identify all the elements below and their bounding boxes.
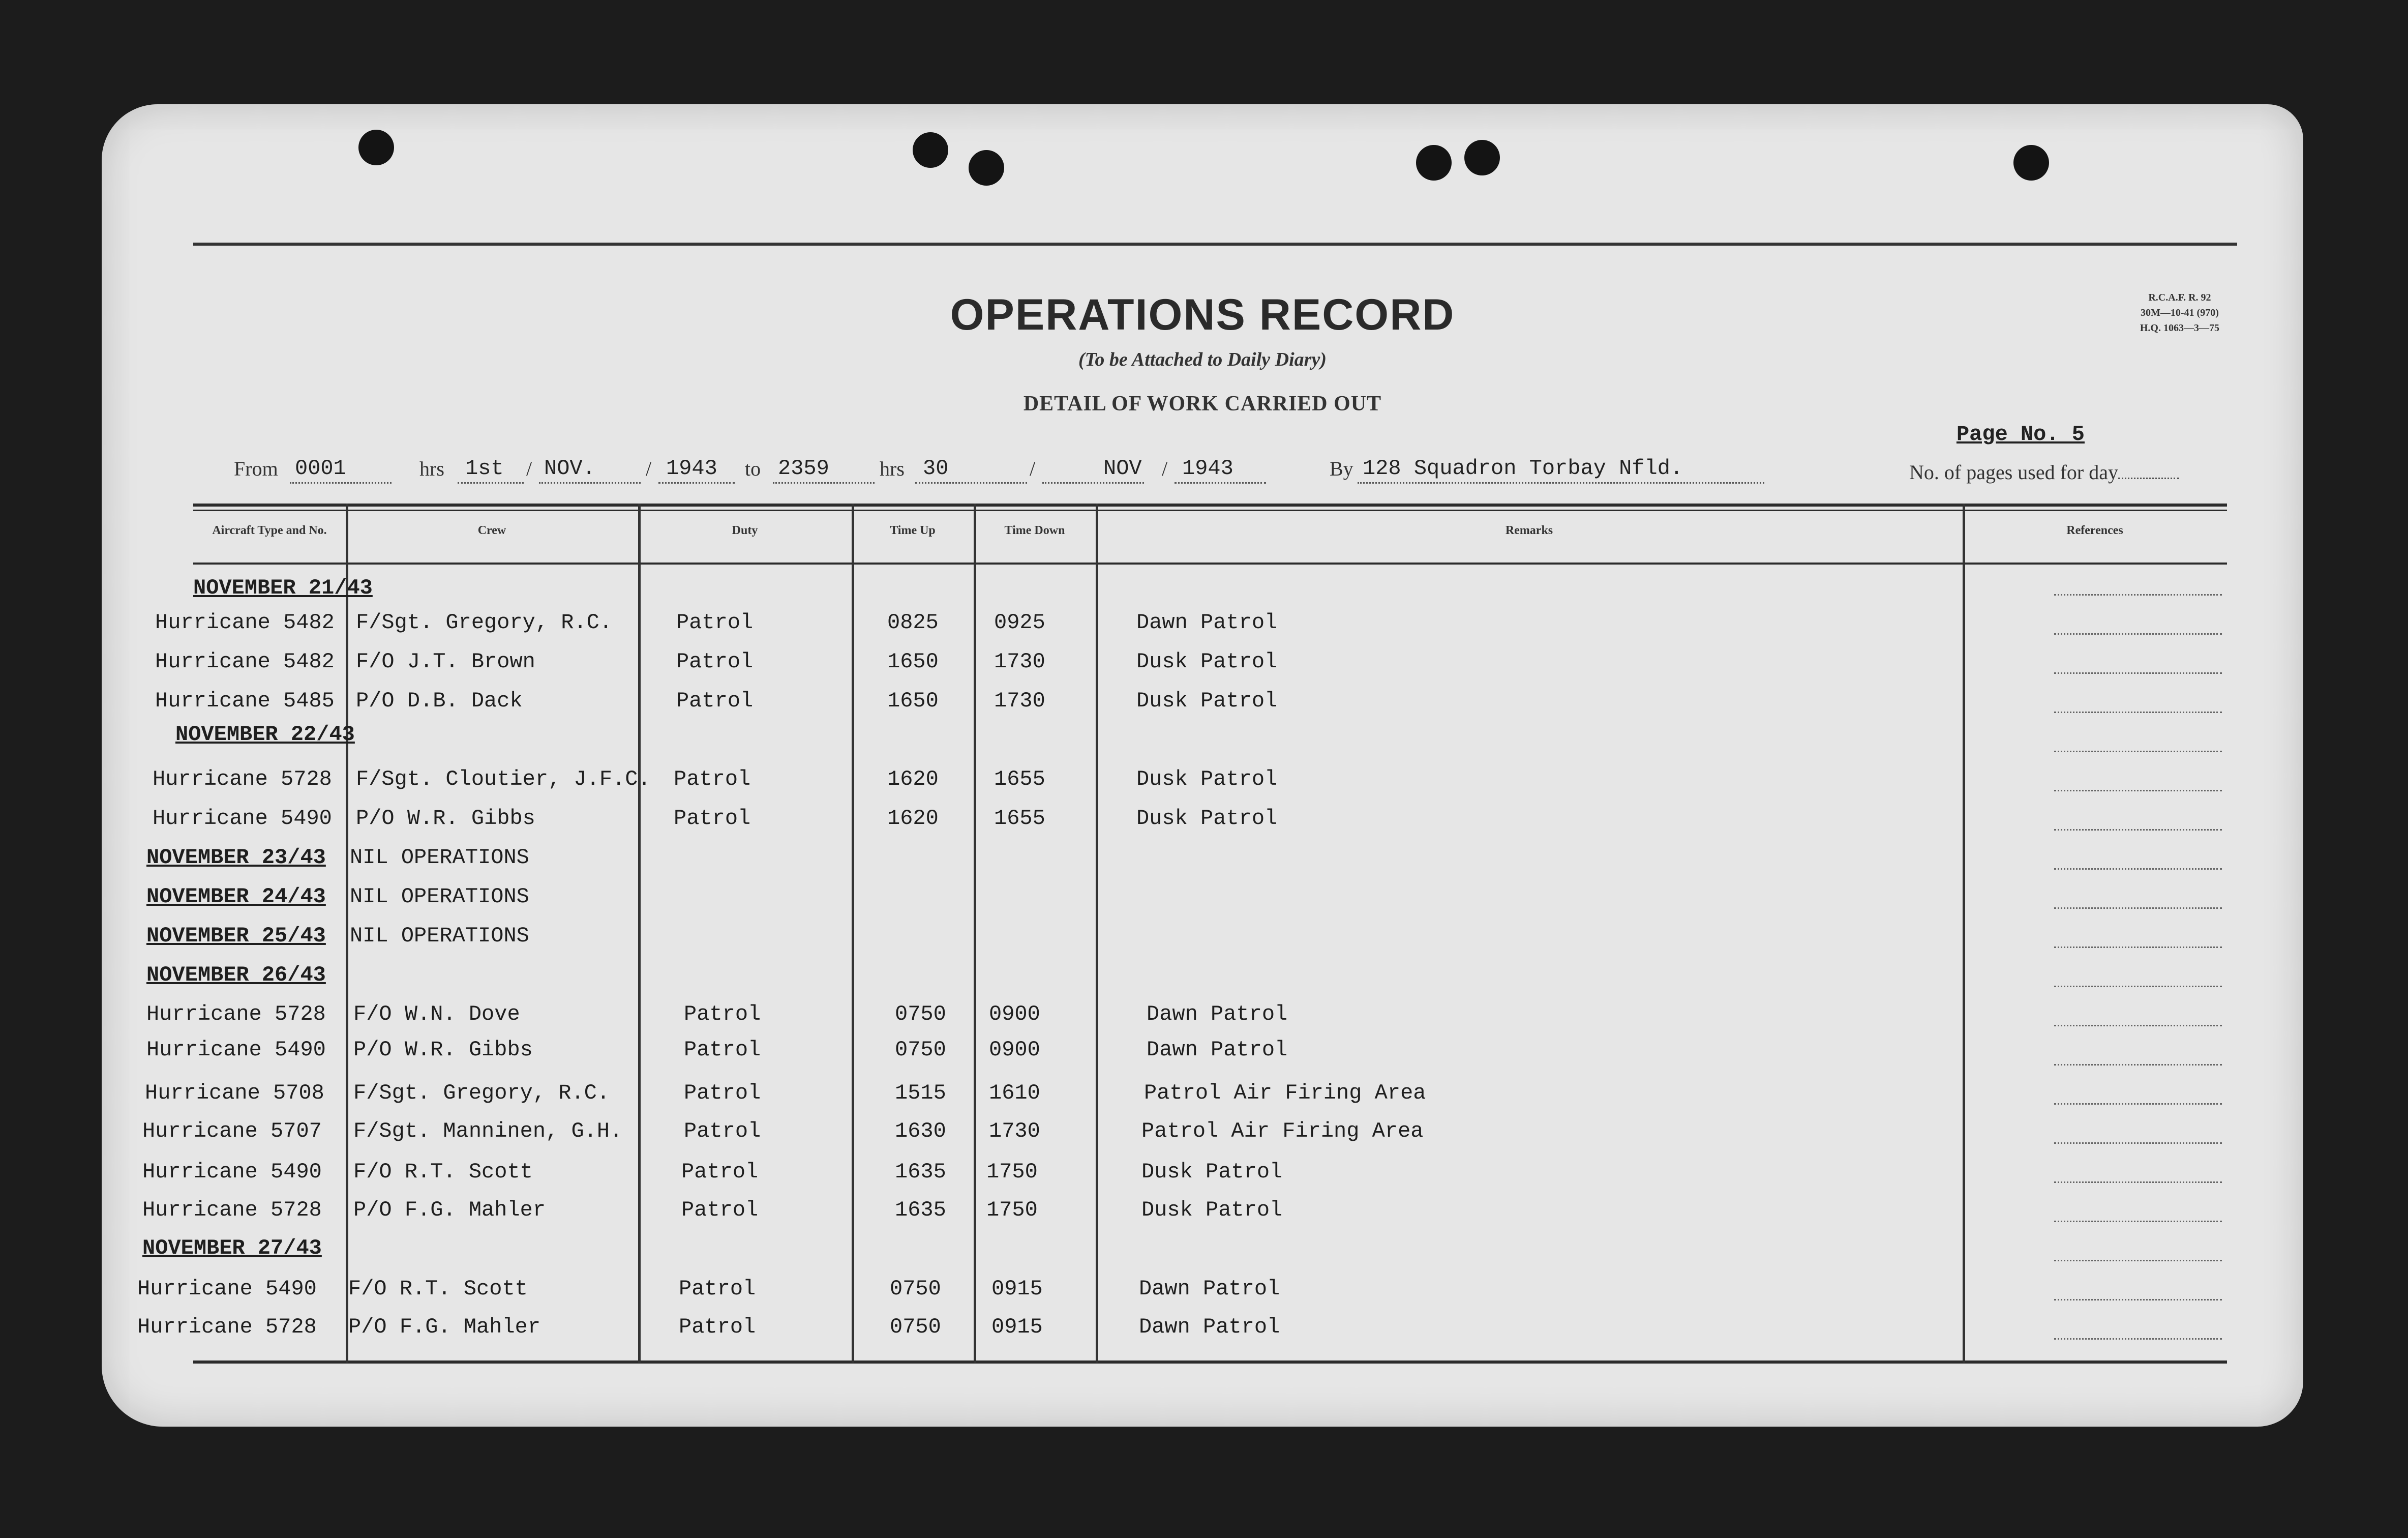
- time-down-cell: 1730: [994, 649, 1045, 674]
- nil-operations-label: NIL OPERATIONS: [350, 924, 529, 948]
- aircraft-cell: Hurricane 5490: [146, 1038, 326, 1062]
- by-unit: 128 Squadron Torbay Nfld.: [1363, 456, 1683, 481]
- crew-cell: F/O W.N. Dove: [353, 1002, 520, 1026]
- time-up-cell: 1635: [895, 1160, 946, 1184]
- time-up-cell: 1650: [887, 689, 939, 713]
- duty-cell: Patrol: [679, 1315, 756, 1339]
- day-date: NOVEMBER 24/43: [146, 884, 326, 909]
- time-up-cell: 1620: [887, 767, 939, 791]
- time-up-cell: 0750: [895, 1038, 946, 1062]
- aircraft-cell: Hurricane 5490: [142, 1160, 322, 1184]
- from-day: 1st: [465, 456, 504, 481]
- remarks-cell: Patrol Air Firing Area: [1144, 1081, 1426, 1105]
- remarks-cell: Dusk Patrol: [1141, 1160, 1283, 1184]
- crew-cell: F/Sgt. Gregory, R.C.: [356, 610, 613, 635]
- form-code-line: H.Q. 1063—3—75: [2140, 322, 2219, 334]
- operations-record-card: [102, 104, 2303, 1427]
- table-bottom-rule: [193, 1360, 2227, 1364]
- crew-cell: F/O R.T. Scott: [348, 1277, 528, 1301]
- from-label: From: [234, 457, 278, 480]
- time-down-cell: 1730: [989, 1119, 1040, 1143]
- punch-hole: [1416, 145, 1452, 181]
- form-title: OPERATIONS RECORD: [950, 290, 1455, 339]
- aircraft-cell: Hurricane 5490: [153, 806, 332, 831]
- pages-used-field: [1909, 460, 2179, 484]
- remarks-cell: Dawn Patrol: [1147, 1002, 1288, 1026]
- nil-operations-label: NIL OPERATIONS: [350, 845, 529, 870]
- to-year: 1943: [1182, 456, 1233, 481]
- aircraft-cell: Hurricane 5728: [142, 1198, 322, 1222]
- aircraft-cell: Hurricane 5482: [155, 610, 335, 635]
- crew-cell: P/O W.R. Gibbs: [356, 806, 535, 831]
- aircraft-cell: Hurricane 5485: [155, 689, 335, 713]
- pages-used-label: No. of pages used for day: [1909, 461, 2118, 484]
- time-up-cell: 1515: [895, 1081, 946, 1105]
- duty-cell: Patrol: [681, 1160, 759, 1184]
- time-up-cell: 0750: [895, 1002, 946, 1026]
- table-top-rule: [193, 504, 2227, 507]
- time-down-cell: 0915: [991, 1277, 1043, 1301]
- aircraft-cell: Hurricane 5490: [137, 1277, 317, 1301]
- by-label: By: [1330, 457, 1353, 480]
- duty-cell: Patrol: [681, 1198, 759, 1222]
- time-down-cell: 0915: [991, 1315, 1043, 1339]
- remarks-cell: Dusk Patrol: [1136, 806, 1278, 831]
- time-up-cell: 1650: [887, 649, 939, 674]
- time-up-cell: 0825: [887, 610, 939, 635]
- punch-hole: [1464, 140, 1500, 175]
- remarks-cell: Dawn Patrol: [1139, 1277, 1280, 1301]
- col-aircraft-header: Aircraft Type and No.: [212, 524, 327, 537]
- day-header: [146, 884, 604, 909]
- header-rule: [193, 563, 2227, 565]
- col-references-header: References: [2066, 524, 2123, 537]
- crew-cell: F/Sgt. Manninen, G.H.: [353, 1119, 623, 1143]
- aircraft-cell: Hurricane 5708: [145, 1081, 324, 1105]
- from-time: 0001: [295, 456, 346, 481]
- time-down-cell: 0900: [989, 1002, 1040, 1026]
- to-label: to: [745, 457, 761, 480]
- duty-cell: Patrol: [684, 1081, 761, 1105]
- day-date: NOVEMBER 22/43: [175, 722, 355, 747]
- time-down-cell: 1750: [986, 1198, 1038, 1222]
- duty-cell: Patrol: [679, 1277, 756, 1301]
- remarks-cell: Dusk Patrol: [1136, 689, 1278, 713]
- remarks-cell: Dusk Patrol: [1136, 767, 1278, 791]
- duty-cell: Patrol: [676, 689, 754, 713]
- crew-cell: P/O F.G. Mahler: [353, 1198, 546, 1222]
- time-down-cell: 1750: [986, 1160, 1038, 1184]
- to-month: NOV: [1103, 456, 1142, 481]
- col-remarks-header: Remarks: [1505, 524, 1553, 537]
- remarks-cell: Dawn Patrol: [1147, 1038, 1288, 1062]
- col-time-down-header: Time Down: [1004, 524, 1065, 537]
- page-number: Page No. 5: [1956, 422, 2085, 447]
- from-year: 1943: [666, 456, 717, 481]
- punch-hole: [969, 150, 1004, 186]
- time-up-cell: 1620: [887, 806, 939, 831]
- aircraft-cell: Hurricane 5707: [142, 1119, 322, 1143]
- day-date: NOVEMBER 21/43: [193, 576, 373, 600]
- time-up-cell: 0750: [890, 1277, 941, 1301]
- duty-cell: Patrol: [676, 649, 754, 674]
- crew-cell: F/Sgt. Cloutier, J.F.C.: [356, 767, 651, 791]
- day-header: [146, 924, 604, 948]
- aircraft-cell: Hurricane 5482: [155, 649, 335, 674]
- crew-cell: F/Sgt. Gregory, R.C.: [353, 1081, 610, 1105]
- day-header: [146, 845, 604, 870]
- day-date: NOVEMBER 26/43: [146, 963, 326, 987]
- col-crew-header: Crew: [477, 524, 506, 537]
- period-line: From 0001 hrs 1st / NOV. / 1943 to 2359 hrs 30 / NOV / 1943 By 128 Squadron Torbay Nfld.: [234, 440, 1810, 481]
- duty-cell: Patrol: [684, 1038, 761, 1062]
- day-header: [146, 963, 326, 987]
- time-down-cell: 1730: [994, 689, 1045, 713]
- form-code-line: R.C.A.F. R. 92: [2148, 292, 2211, 303]
- hrs-label: hrs: [419, 457, 444, 480]
- punch-hole: [913, 132, 948, 168]
- remarks-cell: Dawn Patrol: [1136, 610, 1278, 635]
- time-down-cell: 1610: [989, 1081, 1040, 1105]
- operations-table: [137, 504, 2227, 1363]
- col-duty-header: Duty: [732, 524, 758, 537]
- day-date: NOVEMBER 25/43: [146, 924, 326, 948]
- remarks-cell: Patrol Air Firing Area: [1141, 1119, 1424, 1143]
- time-down-cell: 1655: [994, 806, 1045, 831]
- to-day: 30: [923, 456, 949, 481]
- form-subtitle: (To be Attached to Daily Diary): [1078, 349, 1327, 370]
- day-header: [193, 576, 373, 600]
- time-down-cell: 1655: [994, 767, 1045, 791]
- crew-cell: F/O J.T. Brown: [356, 649, 535, 674]
- day-header: [142, 1236, 322, 1260]
- duty-cell: Patrol: [684, 1119, 761, 1143]
- crew-cell: F/O R.T. Scott: [353, 1160, 533, 1184]
- duty-cell: Patrol: [676, 610, 754, 635]
- aircraft-cell: Hurricane 5728: [153, 767, 332, 791]
- day-header: [175, 722, 355, 747]
- time-up-cell: 0750: [890, 1315, 941, 1339]
- form-code: [2140, 290, 2219, 336]
- duty-cell: Patrol: [684, 1002, 761, 1026]
- nil-operations-label: NIL OPERATIONS: [350, 884, 529, 909]
- duty-cell: Patrol: [674, 806, 751, 831]
- time-up-cell: 1630: [895, 1119, 946, 1143]
- crew-cell: P/O F.G. Mahler: [348, 1315, 541, 1339]
- aircraft-cell: Hurricane 5728: [146, 1002, 326, 1026]
- aircraft-cell: Hurricane 5728: [137, 1315, 317, 1339]
- hrs-label: hrs: [880, 457, 905, 480]
- to-time: 2359: [778, 456, 829, 481]
- duty-cell: Patrol: [674, 767, 751, 791]
- time-down-cell: 0925: [994, 610, 1045, 635]
- form-code-line: 30M—10-41 (970): [2141, 307, 2219, 318]
- form-detail-heading: DETAIL OF WORK CARRIED OUT: [1023, 392, 1382, 416]
- remarks-cell: Dusk Patrol: [1141, 1198, 1283, 1222]
- punch-hole: [358, 130, 394, 165]
- from-month: NOV.: [544, 456, 595, 481]
- day-date: NOVEMBER 27/43: [142, 1236, 322, 1260]
- crew-cell: P/O D.B. Dack: [356, 689, 523, 713]
- time-up-cell: 1635: [895, 1198, 946, 1222]
- punch-hole: [2013, 145, 2049, 181]
- day-date: NOVEMBER 23/43: [146, 845, 326, 870]
- remarks-cell: Dawn Patrol: [1139, 1315, 1280, 1339]
- top-rule: [193, 243, 2237, 246]
- time-down-cell: 0900: [989, 1038, 1040, 1062]
- col-time-up-header: Time Up: [890, 524, 936, 537]
- remarks-cell: Dusk Patrol: [1136, 649, 1278, 674]
- crew-cell: P/O W.R. Gibbs: [353, 1038, 533, 1062]
